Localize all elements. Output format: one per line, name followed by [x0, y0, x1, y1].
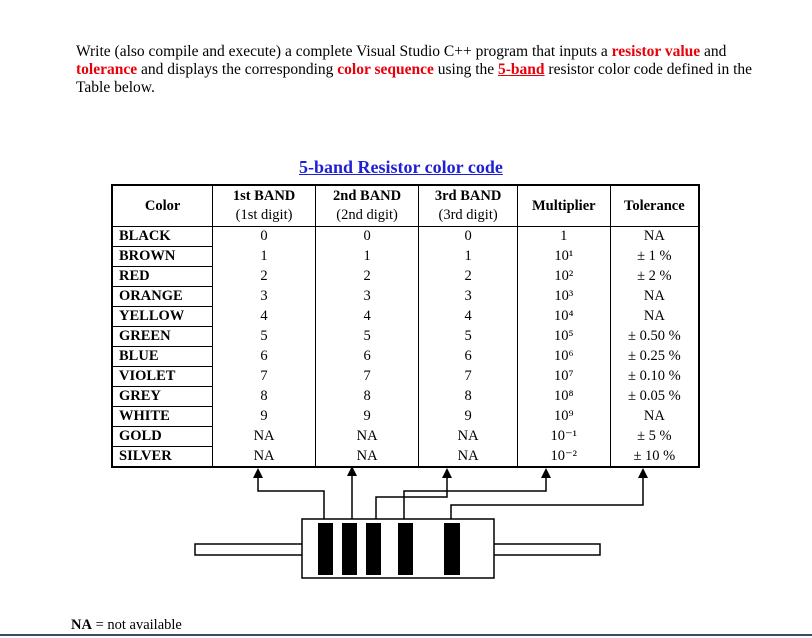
cell-tolerance: NA	[610, 407, 699, 427]
cell-tolerance: ± 5 %	[610, 427, 699, 447]
cell-color: ORANGE	[112, 287, 213, 307]
cell-band2: 4	[315, 307, 419, 327]
cell-color: RED	[112, 267, 213, 287]
cell-band3: 3	[419, 287, 518, 307]
cell-band3: 5	[419, 327, 518, 347]
cell-band1: 3	[213, 287, 316, 307]
cell-tolerance: NA	[610, 307, 699, 327]
cell-color: GOLD	[112, 427, 213, 447]
footnote	[71, 617, 182, 634]
cell-color: GREEN	[112, 327, 213, 347]
cell-band1: NA	[213, 447, 316, 468]
cell-band2: 3	[315, 287, 419, 307]
arrowhead-tolerance	[638, 468, 648, 478]
leader-line-band1	[258, 477, 324, 519]
cell-color: BROWN	[112, 247, 213, 267]
highlight-color-sequence: color sequence	[337, 61, 434, 78]
cell-tolerance: ± 0.25 %	[610, 347, 699, 367]
header-band1-label: 1st BAND	[232, 188, 296, 204]
cell-band1: 8	[213, 387, 316, 407]
cell-band3: 8	[419, 387, 518, 407]
header-band3-sub: (3rd digit)	[438, 207, 498, 223]
cell-tolerance: ± 2 %	[610, 267, 699, 287]
leader-line-band3	[376, 477, 447, 519]
cell-multiplier: 10⁷	[517, 367, 610, 387]
table-title: 5-band Resistor color code	[299, 157, 503, 177]
header-band2-sub: (2nd digit)	[336, 207, 398, 223]
cell-tolerance: ± 0.10 %	[610, 367, 699, 387]
cell-band2: 2	[315, 267, 419, 287]
cell-band3: 2	[419, 267, 518, 287]
highlight-tolerance: tolerance	[76, 61, 138, 78]
cell-multiplier: 10⁹	[517, 407, 610, 427]
cell-multiplier: 10⁸	[517, 387, 610, 407]
cell-band3: 1	[419, 247, 518, 267]
cell-band1: 6	[213, 347, 316, 367]
cell-band3: NA	[419, 427, 518, 447]
cell-tolerance: ± 0.05 %	[610, 387, 699, 407]
cell-band2: 9	[315, 407, 419, 427]
cell-band3: 0	[419, 227, 518, 247]
arrowhead-multiplier	[541, 468, 551, 478]
cell-band2: 6	[315, 347, 419, 367]
leader-lines	[258, 475, 643, 519]
cell-tolerance: ± 10 %	[610, 447, 699, 468]
header-multiplier: Multiplier	[517, 185, 610, 227]
cell-multiplier: 10⁵	[517, 327, 610, 347]
cell-multiplier: 1	[517, 227, 610, 247]
intro-text-4: using the	[433, 61, 499, 78]
cell-band2: NA	[315, 447, 419, 468]
cell-multiplier: 10²	[517, 267, 610, 287]
header-band3-label: 3rd BAND	[434, 188, 502, 204]
cell-color: BLUE	[112, 347, 213, 367]
cell-multiplier: 10⁻²	[517, 447, 610, 468]
cell-band3: 6	[419, 347, 518, 367]
cell-tolerance: ± 1 %	[610, 247, 699, 267]
cell-band1: 7	[213, 367, 316, 387]
resistor-band-tolerance	[444, 523, 460, 575]
cell-color: SILVER	[112, 447, 213, 468]
footnote-text: = not available	[91, 617, 182, 633]
resistor-band-3	[366, 523, 381, 575]
resistor-band-1	[318, 523, 333, 575]
arrowhead-band1	[253, 468, 263, 478]
arrowhead-band3	[442, 468, 452, 478]
resistor-band-2	[342, 523, 357, 575]
cell-color: WHITE	[112, 407, 213, 427]
resistor-right-lead	[493, 544, 600, 555]
intro-text-1: Write (also compile and execute) a complete Visual Studio C++ program that inputs a	[76, 43, 612, 60]
header-color: Color	[112, 185, 213, 227]
cell-band2: 0	[315, 227, 419, 247]
cell-band1: 0	[213, 227, 316, 247]
bottom-divider	[0, 634, 812, 636]
cell-band1: 5	[213, 327, 316, 347]
leader-line-tolerance	[451, 477, 643, 519]
cell-band2: 1	[315, 247, 419, 267]
cell-band1: 1	[213, 247, 316, 267]
cell-band3: 7	[419, 367, 518, 387]
highlight-5-band: 5-band	[498, 61, 545, 78]
cell-band2: 5	[315, 327, 419, 347]
leader-line-multiplier	[404, 477, 546, 519]
cell-band2: NA	[315, 427, 419, 447]
cell-color: VIOLET	[112, 367, 213, 387]
intro-text-3: and displays the corresponding	[137, 61, 338, 78]
cell-tolerance: ± 0.50 %	[610, 327, 699, 347]
cell-band1: 4	[213, 307, 316, 327]
cell-band3: 9	[419, 407, 518, 427]
cell-band1: 9	[213, 407, 316, 427]
cell-band3: 4	[419, 307, 518, 327]
cell-band2: 7	[315, 367, 419, 387]
cell-multiplier: 10¹	[517, 247, 610, 267]
footnote-na: NA	[71, 617, 92, 633]
cell-band3: NA	[419, 447, 518, 468]
cell-band1: NA	[213, 427, 316, 447]
cell-color: YELLOW	[112, 307, 213, 327]
cell-multiplier: 10⁶	[517, 347, 610, 367]
cell-tolerance: NA	[610, 227, 699, 247]
header-band1-sub: (1st digit)	[235, 207, 293, 223]
resistor-left-lead	[195, 544, 303, 555]
highlight-resistor-value: resistor value	[611, 43, 701, 60]
intro-text-5: resistor color code defined in the Table below.	[76, 61, 753, 96]
cell-multiplier: 10⁻¹	[517, 427, 610, 447]
cell-tolerance: NA	[610, 287, 699, 307]
cell-color: GREY	[112, 387, 213, 407]
cell-multiplier: 10⁴	[517, 307, 610, 327]
intro-text-2: and	[700, 43, 727, 60]
cell-band1: 2	[213, 267, 316, 287]
arrowhead-band2	[347, 466, 357, 476]
header-band2-label: 2nd BAND	[333, 188, 402, 204]
leader-arrowheads	[253, 466, 648, 478]
cell-color: BLACK	[112, 227, 213, 247]
cell-multiplier: 10³	[517, 287, 610, 307]
header-tolerance: Tolerance	[610, 185, 699, 227]
cell-band2: 8	[315, 387, 419, 407]
resistor-band-multiplier	[398, 523, 413, 575]
